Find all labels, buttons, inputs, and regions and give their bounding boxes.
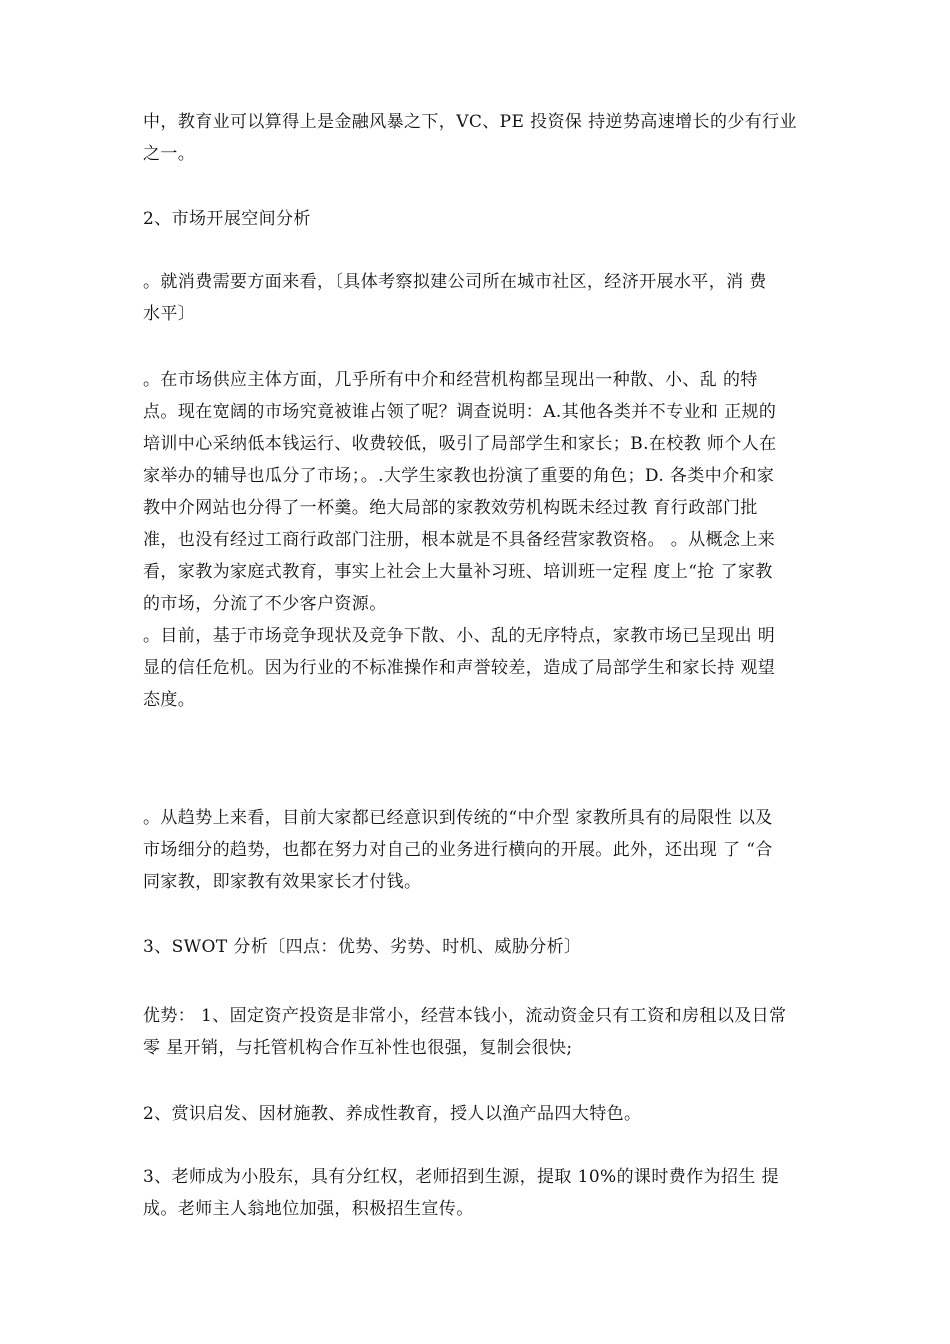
text-line: 2、赏识启发、因材施教、养成性教育，授人以渔产品四大特色。 (143, 1104, 642, 1124)
text-line: 3、老师成为小股东，具有分红权，老师招到生源，提取 10%的课时费作为招生 提 (143, 1167, 780, 1187)
section-heading-market-space (143, 203, 823, 235)
text-line: 。目前，基于市场竞争现状及竞争下散、小、乱的无序特点，家教市场已呈现出 明 (143, 626, 776, 646)
text-line: 。从趋势上来看，目前大家都已经意识到传统的“中介型 家教所具有的局限性 以及 (143, 808, 773, 828)
text-line: 培训中心采纳低本钱运行、收费较低，吸引了局部学生和家长；B.在校教 师个人在 (143, 434, 777, 454)
text-line: 教中介网站也分得了一杯羹。绝大局部的家教效劳机构既未经过教 育行政部门批 (143, 498, 758, 518)
text-line: 市场细分的趋势，也都在努力对自己的业务进行横向的开展。此外，还出现 了 “合 (143, 840, 773, 860)
paragraph-market-trend (143, 802, 823, 898)
text-line: 2、市场开展空间分析 (143, 209, 311, 229)
paragraph-strength-1 (143, 1000, 823, 1064)
text-line: 看，家教为家庭式教育，事实上社会上大量补习班、培训班一定程 度上“抢 了家教 (143, 562, 773, 582)
text-line: 之一。 (143, 144, 196, 164)
paragraph-market-supply (143, 364, 823, 716)
text-line: 态度。 (143, 690, 196, 710)
paragraph-strength-2 (143, 1098, 823, 1130)
text-line: 水平〕 (143, 304, 196, 324)
text-line: 3、SWOT 分析〔四点：优势、劣势、时机、威胁分析〕 (143, 937, 582, 957)
text-line: 中，教育业可以算得上是金融风暴之下，VC、PE 投资保 持逆势高速增长的少有行业 (143, 112, 797, 132)
text-line: 。就消费需要方面来看，〔具体考察拟建公司所在城市社区，经济开展水平，消 费 (143, 272, 767, 292)
paragraph-strength-3 (143, 1161, 823, 1225)
text-line: 成。老师主人翁地位加强，积极招生宣传。 (143, 1199, 474, 1219)
text-line: 准，也没有经过工商行政部门注册，根本就是不具备经营家教资格。 。从概念上来 (143, 530, 776, 550)
text-line: 点。现在宽阔的市场究竟被谁占领了呢？调查说明：A.其他各类并不专业和 正规的 (143, 402, 777, 422)
section-heading-swot (143, 931, 823, 963)
text-line: 。在市场供应主体方面，几乎所有中介和经营机构都呈现出一种散、小、乱 的特 (143, 370, 758, 390)
text-line: 显的信任危机。因为行业的不标准操作和声誉较差，造成了局部学生和家长持 观望 (143, 658, 776, 678)
text-line: 家举办的辅导也瓜分了市场；。.大学生家教也扮演了重要的角色；D. 各类中介和家 (143, 466, 775, 486)
paragraph-consumer-demand (143, 266, 823, 330)
text-line: 同家教，即家教有效果家长才付钱。 (143, 872, 422, 892)
text-line: 的市场，分流了不少客户资源。 (143, 594, 387, 614)
text-line: 优势： 1、固定资产投资是非常小，经营本钱小，流动资金只有工资和房租以及日常 (143, 1006, 787, 1026)
text-line: 零 星开销，与托管机构合作互补性也很强，复制会很快; (143, 1038, 573, 1058)
paragraph-industry-intro (143, 106, 823, 170)
